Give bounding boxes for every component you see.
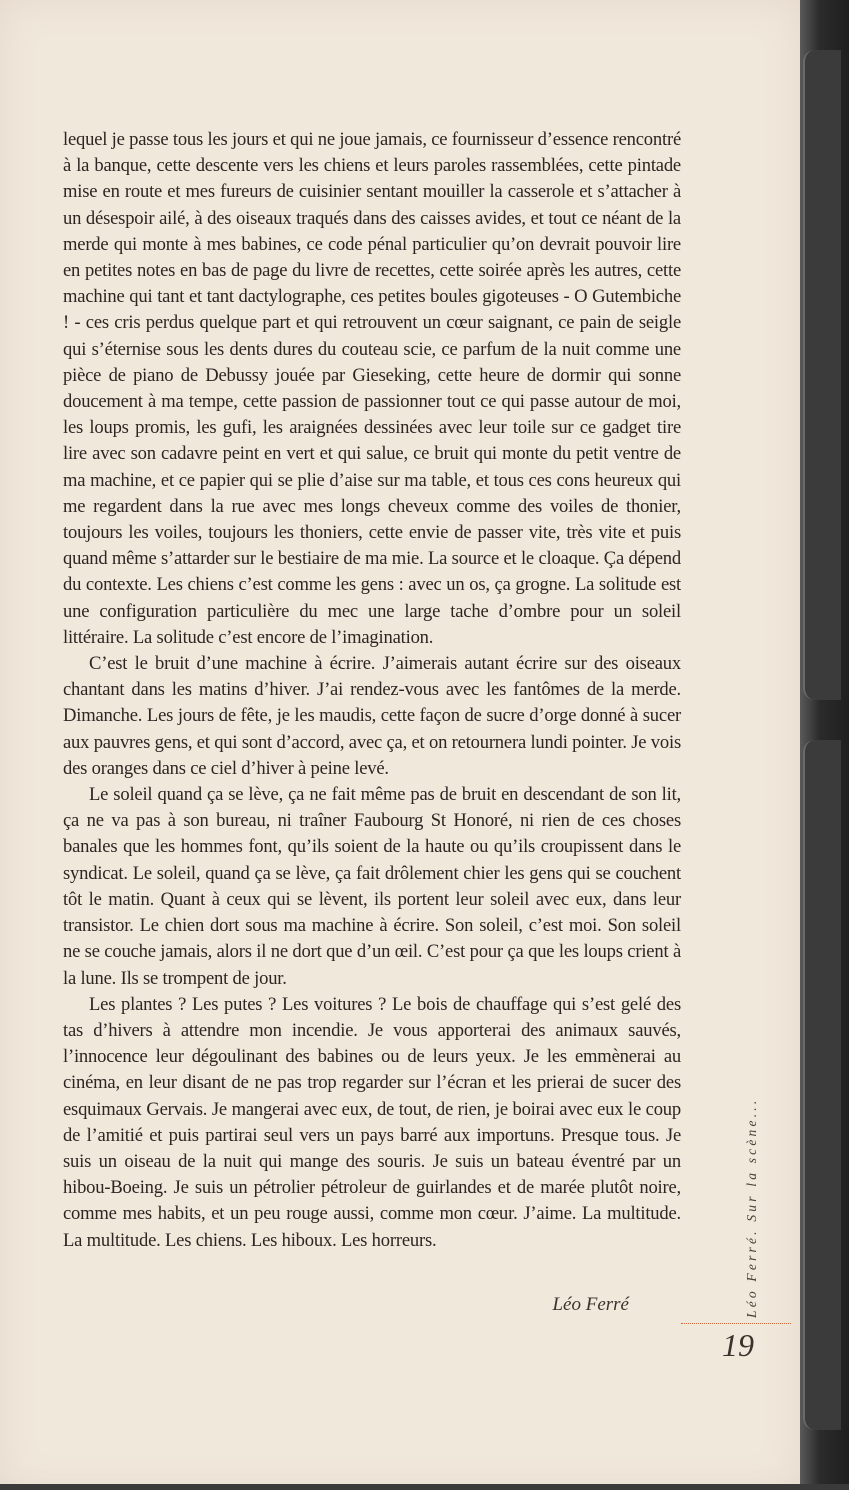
binder-edge <box>800 0 849 1490</box>
paragraph-1: lequel je passe tous les jours et qui ne joue jamais, ce fournisseur d’essence rencontré à la banque, cette descente vers les chiens et leurs paroles rassemblées, cette pintade mise en route et mes fureurs de cuisinier sentant mouiller la casserole et s’attacher à un désespoir ailé, à des oiseaux traqués dans des caisses avides, et tout ce néant de la merde qui monte à mes babines, ce code pénal particulier qu’on devrait pouvoir lire en petites notes en bas de page du livre de recettes, cette soirée après les autres, cette machine qui tant et tant dactylographe, ces petites boules gigoteuses - O Gutembiche ! - ces cris perdus quelque part et qui retrouvent un cœur saignant, ce pain de seigle qui s’éternise sous les dents dures du couteau scie, ce parfum de la nuit comme une pièce de piano de Debussy jouée par Gieseking, cette heure de dormir qui sonne doucement à ma tempe, cette passion de passionner tout ce qui passe autour de moi, les loups promis, les gufi, les araignées dessinées avec leur toile sur ce gadget tire lire avec son cadavre peint en vert et qui salue, ce bruit qui monte du petit ventre de ma machine, et ce papier qui se plie d’aise sur ma table, et tous ces cons heureux qui me regardent dans la rue avec mes longs cheveux comme des voiles de thonier, toujours les voiles, toujours les thoniers, cette envie de passer vite, très vite et puis quand même s’attarder sur le bestiaire de ma mie. La source et le cloaque. Ça dépend du contexte. Les chiens c’est comme les gens : avec un os, ça grogne. La solitude est une configuration particulière du mec une large tache d’ombre pour un soleil littéraire. La solitude c’est encore de l’imagination. <box>63 129 681 648</box>
footer-rule <box>681 1323 791 1324</box>
author-signature: Léo Ferré <box>552 1294 629 1315</box>
binder-tab-lower <box>803 740 841 1430</box>
scan-bottom-edge <box>0 1484 849 1490</box>
binder-tab-upper <box>803 50 841 700</box>
paragraph-3: Le soleil quand ça se lève, ça ne fait même pas de bruit en descendant de son lit, ça ne va pas à son bureau, ni traîner Faubourg St Honoré, ni rien de ces choses banales que les hommes font, qu’ils soient de la haute ou qu’ils croupissent dans le syndicat. Le soleil, quand ça se lève, ça fait drôlement chier les gens qui se couchent tôt le matin. Quant à ceux qui se lèvent, ils portent leur soleil avec eux, dans leur transistor. Le chien dort sous ma machine à écrire. Son soleil, c’est moi. Son soleil ne se couche jamais, alors il ne dort que d’un œil. C’est pour ça que les loups crient à la lune. Ils se trompent de jour. <box>63 784 681 989</box>
running-title: Léo Ferré. Sur la scène... <box>744 1097 759 1318</box>
body-text <box>63 127 681 1254</box>
paragraph-4: Les plantes ? Les putes ? Les voitures ? Le bois de chauffage qui s’est gelé des tas d’hivers à attendre mon incendie. Je vous apporterai des animaux sauvés, l’innocence leur dégoulinant des babines ou de leurs yeux. Je les emmènerai au cinéma, en leur disant de ne pas trop regarder sur l’écran et les prierai de sucer des esquimaux Gervais. Je mangerai avec eux, de tout, de rien, je boirai avec eux le coup de l’amitié et puis partirai seul vers un pays barré aux importuns. Presque tous. Je suis un oiseau de la nuit qui mange des souris. Je suis un bateau éventré par un hibou-Boeing. Je suis un pétrolier pétroleur de guirlandes et de marée plutôt noire, comme mes habits, et un peu rouge aussi, comme mon cœur. J’aime. La multitude. La multitude. Les chiens. Les hiboux. Les horreurs. <box>63 993 681 1251</box>
paragraph-2: C’est le bruit d’une machine à écrire. J’aimerais autant écrire sur des oiseaux chantant dans les matins d’hiver. J’ai rendez-vous avec les fantômes de la merde. Dimanche. Les jours de fête, je les maudis, cette façon de sucre d’orge donné à sucer aux pauvres gens, et qui sont d’accord, avec ça, et on retournera lundi pointer. Je vois des oranges dans ce ciel d’hiver à peine levé. <box>63 653 681 779</box>
page-number: 19 <box>722 1327 754 1363</box>
